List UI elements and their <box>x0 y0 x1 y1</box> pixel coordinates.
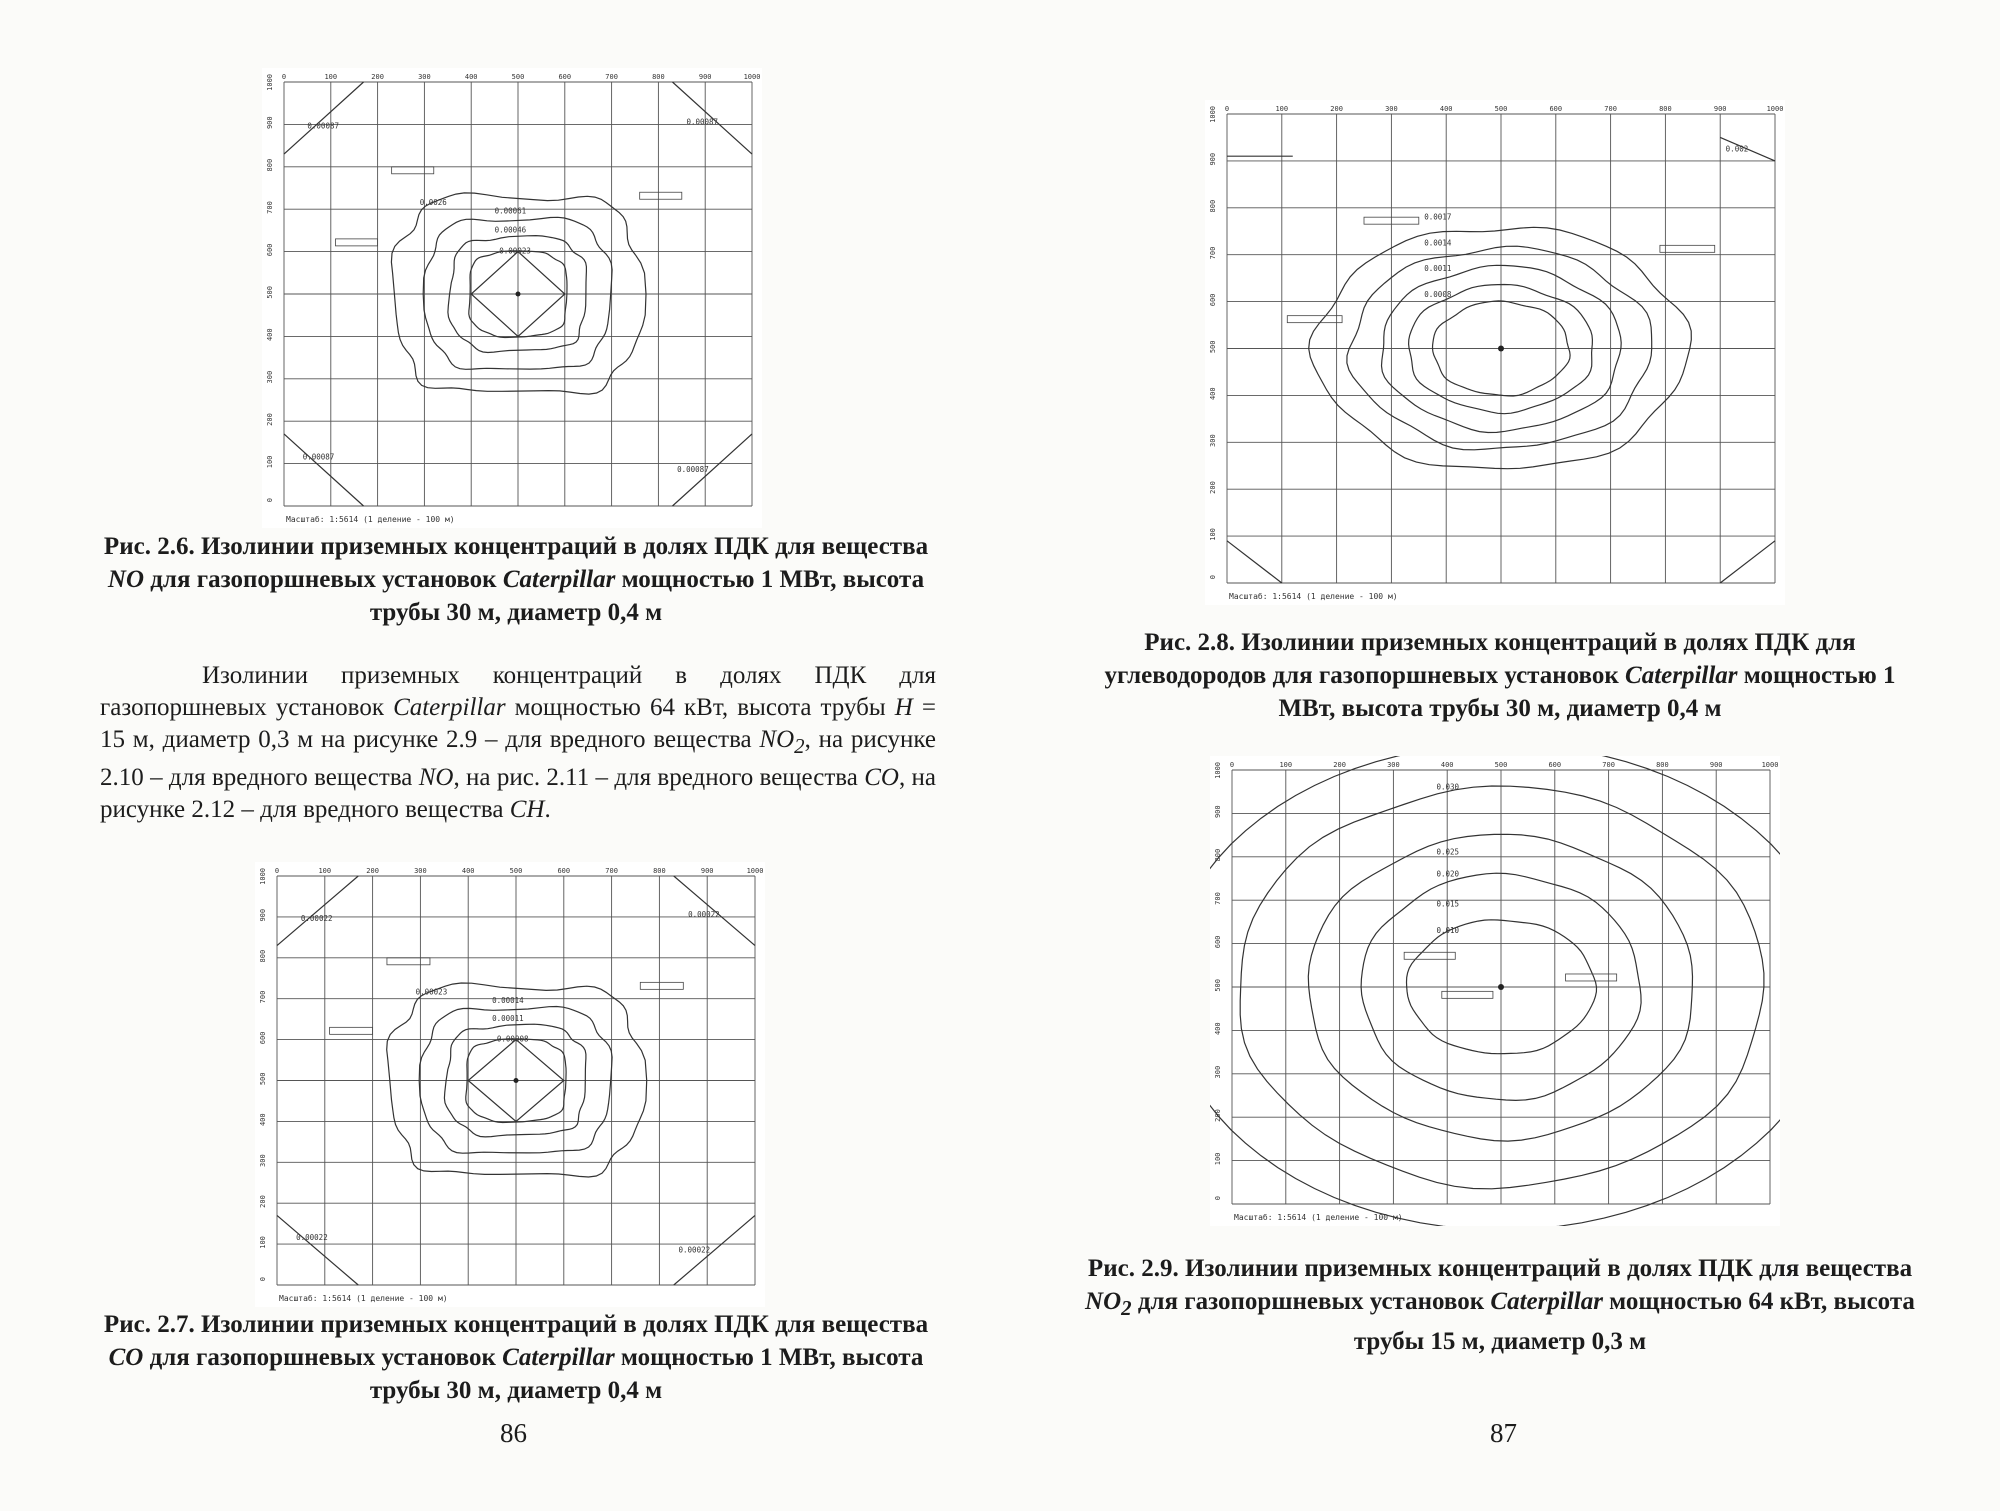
figure-2-8 <box>1205 100 1785 605</box>
y-tick-label: 800 <box>266 158 274 172</box>
isoline-label: 0.0014 <box>1424 238 1452 248</box>
x-tick-label: 0 <box>1229 761 1235 769</box>
isoline-label: 0.00011 <box>492 1014 524 1024</box>
x-tick-label: 900 <box>698 73 712 81</box>
corner-isoline <box>1720 541 1775 583</box>
y-tick-label: 500 <box>1209 340 1217 354</box>
isoline-label: 0.00087 <box>302 452 335 462</box>
right-page <box>1000 0 2000 1511</box>
x-tick-label: 0 <box>281 73 287 81</box>
isoline-label: 0.00046 <box>494 225 527 235</box>
y-tick-label: 1000 <box>1209 106 1217 123</box>
isoline-label: 0.015 <box>1436 899 1460 909</box>
y-tick-label: 100 <box>259 1236 267 1249</box>
corner-isoline <box>277 1215 358 1285</box>
x-tick-label: 1000 <box>743 73 761 81</box>
legend-box <box>1287 316 1342 323</box>
y-tick-label: 1000 <box>259 868 267 885</box>
corner-isoline <box>277 876 358 946</box>
y-tick-label: 900 <box>1209 152 1217 166</box>
y-tick-label: 500 <box>259 1072 267 1086</box>
isoline-label: 0.00023 <box>499 246 531 256</box>
source-point <box>514 1078 519 1083</box>
isoline-label: 0.00008 <box>496 1034 529 1044</box>
isoline-label: 0.00022 <box>300 913 333 923</box>
scale-note: Масштаб: 1:5614 (1 деление - 100 м) <box>1229 592 1398 601</box>
x-tick-label: 700 <box>1604 105 1617 113</box>
y-tick-label: 400 <box>1209 387 1217 401</box>
y-tick-label: 500 <box>1214 979 1222 992</box>
x-tick-label: 600 <box>558 73 572 81</box>
x-tick-label: 200 <box>1333 761 1346 769</box>
isoline-label: 0.0017 <box>1424 212 1452 222</box>
y-tick-label: 200 <box>266 413 274 426</box>
y-tick-label: 400 <box>266 328 274 342</box>
isoline-plot <box>255 862 765 1307</box>
y-tick-label: 400 <box>259 1113 267 1127</box>
y-tick-label: 300 <box>259 1154 267 1167</box>
x-tick-label: 800 <box>653 867 666 875</box>
isoline-label: 0.020 <box>1436 869 1460 879</box>
isoline-label: 0.00022 <box>678 1245 711 1255</box>
isoline-label: 0.00023 <box>415 987 448 997</box>
legend-box <box>387 958 430 965</box>
x-tick-label: 100 <box>318 867 332 875</box>
x-tick-label: 500 <box>511 73 525 81</box>
y-tick-label: 300 <box>266 370 274 384</box>
y-tick-label: 700 <box>266 201 274 214</box>
x-tick-label: 0 <box>274 867 280 875</box>
isoline-label: 0.00087 <box>677 465 709 475</box>
x-tick-label: 300 <box>1387 761 1400 769</box>
x-tick-label: 700 <box>605 867 618 875</box>
x-tick-label: 700 <box>1602 761 1615 769</box>
x-tick-label: 200 <box>1330 105 1343 113</box>
x-tick-label: 300 <box>418 73 431 81</box>
source-point <box>1498 346 1504 352</box>
x-tick-label: 400 <box>1439 105 1453 113</box>
isoline <box>1210 756 1780 1226</box>
y-tick-label: 1000 <box>266 74 274 91</box>
y-tick-label: 600 <box>266 243 274 257</box>
y-tick-label: 700 <box>1209 246 1217 260</box>
isoline-label: 0.00022 <box>688 909 720 919</box>
y-tick-label: 900 <box>266 116 274 130</box>
isoline-plot <box>1205 100 1785 605</box>
x-tick-label: 1000 <box>1766 105 1784 113</box>
figure-2-6-caption: Рис. 2.6. Изолинии приземных концентраций в долях ПДК для вещества NO для газопоршневых установок Caterpillar мощностью 1 МВт, высота трубы 30 м, диаметр 0,4 м <box>103 533 929 626</box>
figure-2-9-caption: Рис. 2.9. Изолинии приземных концентраций в долях ПДК для вещества $NO_2$ для газопоршневых установок Caterpillar мощностью 64 кВт, высота трубы 15 м, диаметр 0,3 м <box>1085 1255 1915 1355</box>
x-tick-label: 400 <box>1440 761 1454 769</box>
y-tick-label: 100 <box>1209 528 1217 541</box>
page-number: 86 <box>500 1418 527 1448</box>
x-tick-label: 1000 <box>1761 761 1779 769</box>
x-tick-label: 600 <box>1549 105 1563 113</box>
y-tick-label: 0 <box>1214 1196 1222 1201</box>
corner-isoline <box>284 82 364 154</box>
legend-box <box>392 167 434 174</box>
x-tick-label: 500 <box>1494 761 1508 769</box>
figure-2-7 <box>255 862 765 1307</box>
isoline-label: 0.010 <box>1436 925 1460 935</box>
isoline-label: 0.00022 <box>296 1233 328 1243</box>
figure-2-7-caption: Рис. 2.7. Изолинии приземных концентраций в долях ПДК для вещества CO для газопоршневых установок Caterpillar мощностью 1 МВт, высота трубы 30 м, диаметр 0,4 м <box>103 1311 929 1404</box>
x-tick-label: 100 <box>324 73 338 81</box>
x-tick-label: 500 <box>509 867 523 875</box>
x-tick-label: 800 <box>1659 105 1672 113</box>
y-tick-label: 600 <box>259 1031 267 1045</box>
x-tick-label: 900 <box>1713 105 1727 113</box>
isoline-plot <box>1210 756 1780 1226</box>
y-tick-label: 800 <box>1214 848 1222 862</box>
y-tick-label: 900 <box>259 908 267 922</box>
y-tick-label: 100 <box>266 455 274 469</box>
y-tick-label: 800 <box>259 949 267 963</box>
figure-2-6 <box>262 68 762 528</box>
y-tick-label: 100 <box>1214 1152 1222 1166</box>
isoline-label: 0.00061 <box>494 206 527 216</box>
x-tick-label: 400 <box>461 867 475 875</box>
scale-note: Масштаб: 1:5614 (1 деление - 100 м) <box>279 1294 448 1303</box>
x-tick-label: 300 <box>1385 105 1398 113</box>
legend-box <box>330 1027 373 1034</box>
y-tick-label: 600 <box>1214 935 1222 949</box>
body-paragraph: Изолинии приземных концентраций в долях ПДК для газопоршневых установок Caterpillar мощностью 64 кВт, высота трубы H = 15 м, диаметр 0,3 м на рисунке 2.9 – для вредного вещества $NO_2$, на рисунке 2.10 – для вредного вещества NO, на рис. 2.11 – для вредного вещества CO, на рисунке 2.12 – для вредного вещества CH. <box>100 662 936 823</box>
legend-box <box>1660 245 1715 252</box>
legend-box <box>640 192 682 199</box>
isoline-label: 0.002 <box>1725 144 1749 154</box>
y-tick-label: 700 <box>1214 892 1222 905</box>
scale-note: Масштаб: 1:5614 (1 деление - 100 м) <box>286 515 455 524</box>
y-tick-label: 700 <box>259 990 267 1004</box>
y-tick-label: 200 <box>259 1195 267 1208</box>
x-tick-label: 100 <box>1275 105 1289 113</box>
source-point <box>516 292 521 297</box>
x-tick-label: 100 <box>1279 761 1293 769</box>
y-tick-label: 0 <box>259 1277 267 1282</box>
isoline-label: 0.025 <box>1436 847 1460 857</box>
y-tick-label: 0 <box>1209 575 1217 580</box>
y-tick-label: 200 <box>1209 481 1217 494</box>
isoline-label: 0.00087 <box>686 117 719 127</box>
legend-box <box>335 239 377 246</box>
y-tick-label: 800 <box>1209 199 1217 213</box>
figure-2-9 <box>1210 756 1780 1226</box>
scale-note: Масштаб: 1:5614 (1 деление - 100 м) <box>1234 1213 1403 1222</box>
isoline-label: 0.00087 <box>307 121 340 131</box>
page-number: 87 <box>1490 1418 1517 1448</box>
legend-box <box>1442 991 1493 998</box>
isoline-label: 0.030 <box>1436 782 1460 792</box>
isoline-label: 0.0011 <box>1424 264 1452 274</box>
y-tick-label: 600 <box>1209 293 1217 307</box>
x-tick-label: 900 <box>1709 761 1723 769</box>
x-tick-label: 600 <box>557 867 571 875</box>
y-tick-label: 200 <box>1214 1109 1222 1122</box>
isoline-label: 0.0008 <box>1424 289 1452 299</box>
y-tick-label: 1000 <box>1214 762 1222 779</box>
y-tick-label: 400 <box>1214 1022 1222 1036</box>
figure-2-8-caption: Рис. 2.8. Изолинии приземных концентраций в долях ПДК для углеводородов для газопоршневых установок Caterpillar мощностью 1 МВт, высота трубы 30 м, диаметр 0,4 м <box>1104 629 1896 722</box>
x-tick-label: 800 <box>1656 761 1669 769</box>
y-tick-label: 300 <box>1214 1065 1222 1079</box>
isoline-label: 0.0026 <box>419 197 447 207</box>
x-tick-label: 200 <box>366 867 379 875</box>
corner-isoline <box>1227 541 1282 583</box>
x-tick-label: 400 <box>464 73 478 81</box>
x-tick-label: 1000 <box>746 867 764 875</box>
x-tick-label: 300 <box>414 867 427 875</box>
source-point <box>1498 984 1504 990</box>
legend-box <box>640 982 683 989</box>
x-tick-label: 800 <box>652 73 665 81</box>
y-tick-label: 300 <box>1209 434 1217 447</box>
y-tick-label: 500 <box>266 286 274 299</box>
y-tick-label: 900 <box>1214 805 1222 819</box>
isoline-plot <box>262 68 762 528</box>
x-tick-label: 900 <box>700 867 714 875</box>
x-tick-label: 500 <box>1494 105 1508 113</box>
corner-isoline <box>284 434 364 506</box>
x-tick-label: 700 <box>605 73 618 81</box>
x-tick-label: 600 <box>1548 761 1562 769</box>
x-tick-label: 0 <box>1224 105 1230 113</box>
isoline-label: 0.00014 <box>492 995 524 1005</box>
y-tick-label: 0 <box>266 498 274 503</box>
x-tick-label: 200 <box>371 73 384 81</box>
